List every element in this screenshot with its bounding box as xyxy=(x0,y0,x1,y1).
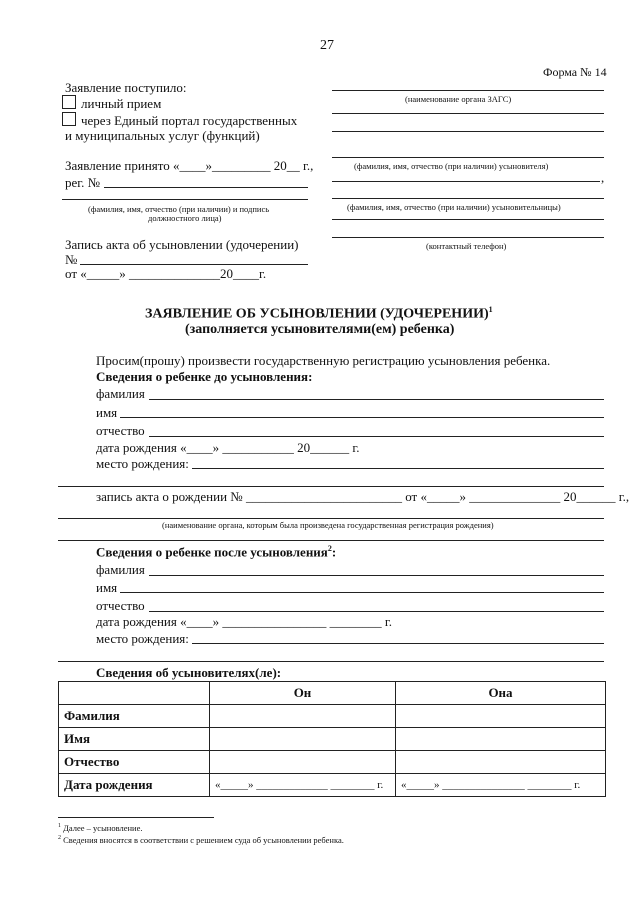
form-label: Форма № 14 xyxy=(543,65,607,79)
comma: , xyxy=(601,170,605,185)
row-label-surname: Фамилия xyxy=(59,705,210,728)
registry-office-field-3[interactable] xyxy=(332,131,604,132)
reg-number-field[interactable] xyxy=(104,187,308,188)
after-name-field[interactable] xyxy=(120,592,604,593)
table-row xyxy=(59,728,606,751)
before-name-field[interactable] xyxy=(120,417,604,418)
row-label-patronymic: Отчество xyxy=(59,751,210,774)
act-date-line: от «_____» ______________20____г. xyxy=(65,266,267,281)
before-birthplace-field-2[interactable] xyxy=(58,486,604,487)
after-patronymic-label: отчество xyxy=(96,598,145,613)
after-birthplace-field-2[interactable] xyxy=(58,661,604,662)
request-text: Просим(прошу) произвести государственную регистрацию усыновления ребенка. xyxy=(96,353,551,368)
adopter-name-field-2[interactable] xyxy=(332,181,600,182)
before-patronymic-label: отчество xyxy=(96,423,145,438)
birth-organ-caption: (наименование органа, которым была произведена государственная регистрация рождения) xyxy=(162,520,494,530)
phone-field[interactable] xyxy=(332,237,604,238)
birth-organ-field[interactable] xyxy=(58,518,604,519)
adoptress-name-field[interactable] xyxy=(332,198,604,199)
adoptress-caption: (фамилия, имя, отчество (при наличии) усыновительницы) xyxy=(347,202,561,212)
she-name-cell[interactable] xyxy=(396,728,606,751)
after-heading: Сведения о ребенке после усыновления$^2$: xyxy=(96,544,337,560)
page-number: 27 xyxy=(320,38,334,53)
he-dob-cell[interactable]: «_____» _____________ ________ г. xyxy=(210,774,396,797)
portal-option-label: через Единый портал государственных xyxy=(81,113,298,128)
table-corner-cell xyxy=(59,682,210,705)
after-dob-line: дата рождения «____» ________________ ________ г. xyxy=(96,614,392,629)
after-birthplace-label: место рождения: xyxy=(96,631,189,646)
act-number-label: № xyxy=(65,252,78,267)
he-patronymic-cell[interactable] xyxy=(210,751,396,774)
he-name-cell[interactable] xyxy=(210,728,396,751)
after-patronymic-field[interactable] xyxy=(149,611,604,612)
document-subtitle: (заполняется усыновителями(ем) ребенка) xyxy=(185,322,455,337)
before-patronymic-field[interactable] xyxy=(149,436,604,437)
before-surname-field[interactable] xyxy=(149,399,604,400)
row-label-name: Имя xyxy=(59,728,210,751)
table-row xyxy=(59,705,606,728)
row-label-dob: Дата рождения xyxy=(59,774,210,797)
registry-office-field[interactable] xyxy=(332,90,604,91)
received-label: Заявление поступило: xyxy=(65,80,187,95)
after-surname-label: фамилия xyxy=(96,562,145,577)
after-birthplace-field[interactable] xyxy=(192,643,604,644)
before-dob-line: дата рождения «____» ___________ 20______ г. xyxy=(96,440,360,455)
adopters-table xyxy=(58,681,606,797)
footnote-2: $^2$ Сведения вносятся в соответствии с решением суда об усыновлении ребенка. xyxy=(58,835,344,845)
before-birthplace-field[interactable] xyxy=(192,468,604,469)
table-row xyxy=(59,751,606,774)
footnote-1: $^1$ Далее – усыновление. xyxy=(58,823,143,833)
before-heading: Сведения о ребенке до усыновления: xyxy=(96,369,313,384)
personal-option-label: личный прием xyxy=(81,96,162,111)
footnote-separator xyxy=(58,817,214,818)
after-surname-field[interactable] xyxy=(149,575,604,576)
she-surname-cell[interactable] xyxy=(396,705,606,728)
reg-label: рег. № xyxy=(65,175,101,190)
official-signature-field[interactable] xyxy=(62,199,308,200)
column-header-she: Она xyxy=(396,682,606,705)
document-title: ЗАЯВЛЕНИЕ ОБ УСЫНОВЛЕНИИ (УДОЧЕРЕНИИ)$^1$ xyxy=(145,305,493,322)
adopter-caption: (фамилия, имя, отчество (при наличии) усыновителя) xyxy=(354,161,549,171)
after-separator xyxy=(58,540,604,541)
after-name-label: имя xyxy=(96,580,118,595)
she-dob-cell[interactable]: «_____» _______________ ________ г. xyxy=(396,774,606,797)
official-caption: (фамилия, имя, отчество (при наличии) и подпись xyxy=(88,204,270,214)
before-birthplace-label: место рождения: xyxy=(96,456,189,471)
phone-caption: (контактный телефон) xyxy=(426,241,507,251)
act-number-field[interactable] xyxy=(80,264,308,265)
adopter-name-field[interactable] xyxy=(332,157,604,158)
personal-checkbox[interactable] xyxy=(62,95,76,109)
table-header-row xyxy=(59,682,606,705)
registry-office-caption: (наименование органа ЗАГС) xyxy=(405,94,512,104)
accepted-line: Заявление принято «____»_________ 20__ г., xyxy=(65,158,314,173)
table-row xyxy=(59,774,606,797)
he-surname-cell[interactable] xyxy=(210,705,396,728)
registry-office-field-2[interactable] xyxy=(332,113,604,114)
act-record-label: Запись акта об усыновлении (удочерении) xyxy=(65,237,299,252)
adoptress-name-field-2[interactable] xyxy=(332,219,604,220)
portal-option-label-2: и муниципальных услуг (функций) xyxy=(65,128,260,143)
adopters-heading: Сведения об усыновителях(ле): xyxy=(96,665,282,680)
before-name-label: имя xyxy=(96,405,118,420)
official-caption-2: должностного лица) xyxy=(148,213,222,223)
before-surname-label: фамилия xyxy=(96,386,145,401)
she-patronymic-cell[interactable] xyxy=(396,751,606,774)
portal-checkbox[interactable] xyxy=(62,112,76,126)
column-header-he: Он xyxy=(210,682,396,705)
birth-record-line: запись акта о рождении № ________________________ от «_____» ______________ 20______ г., xyxy=(96,489,630,504)
